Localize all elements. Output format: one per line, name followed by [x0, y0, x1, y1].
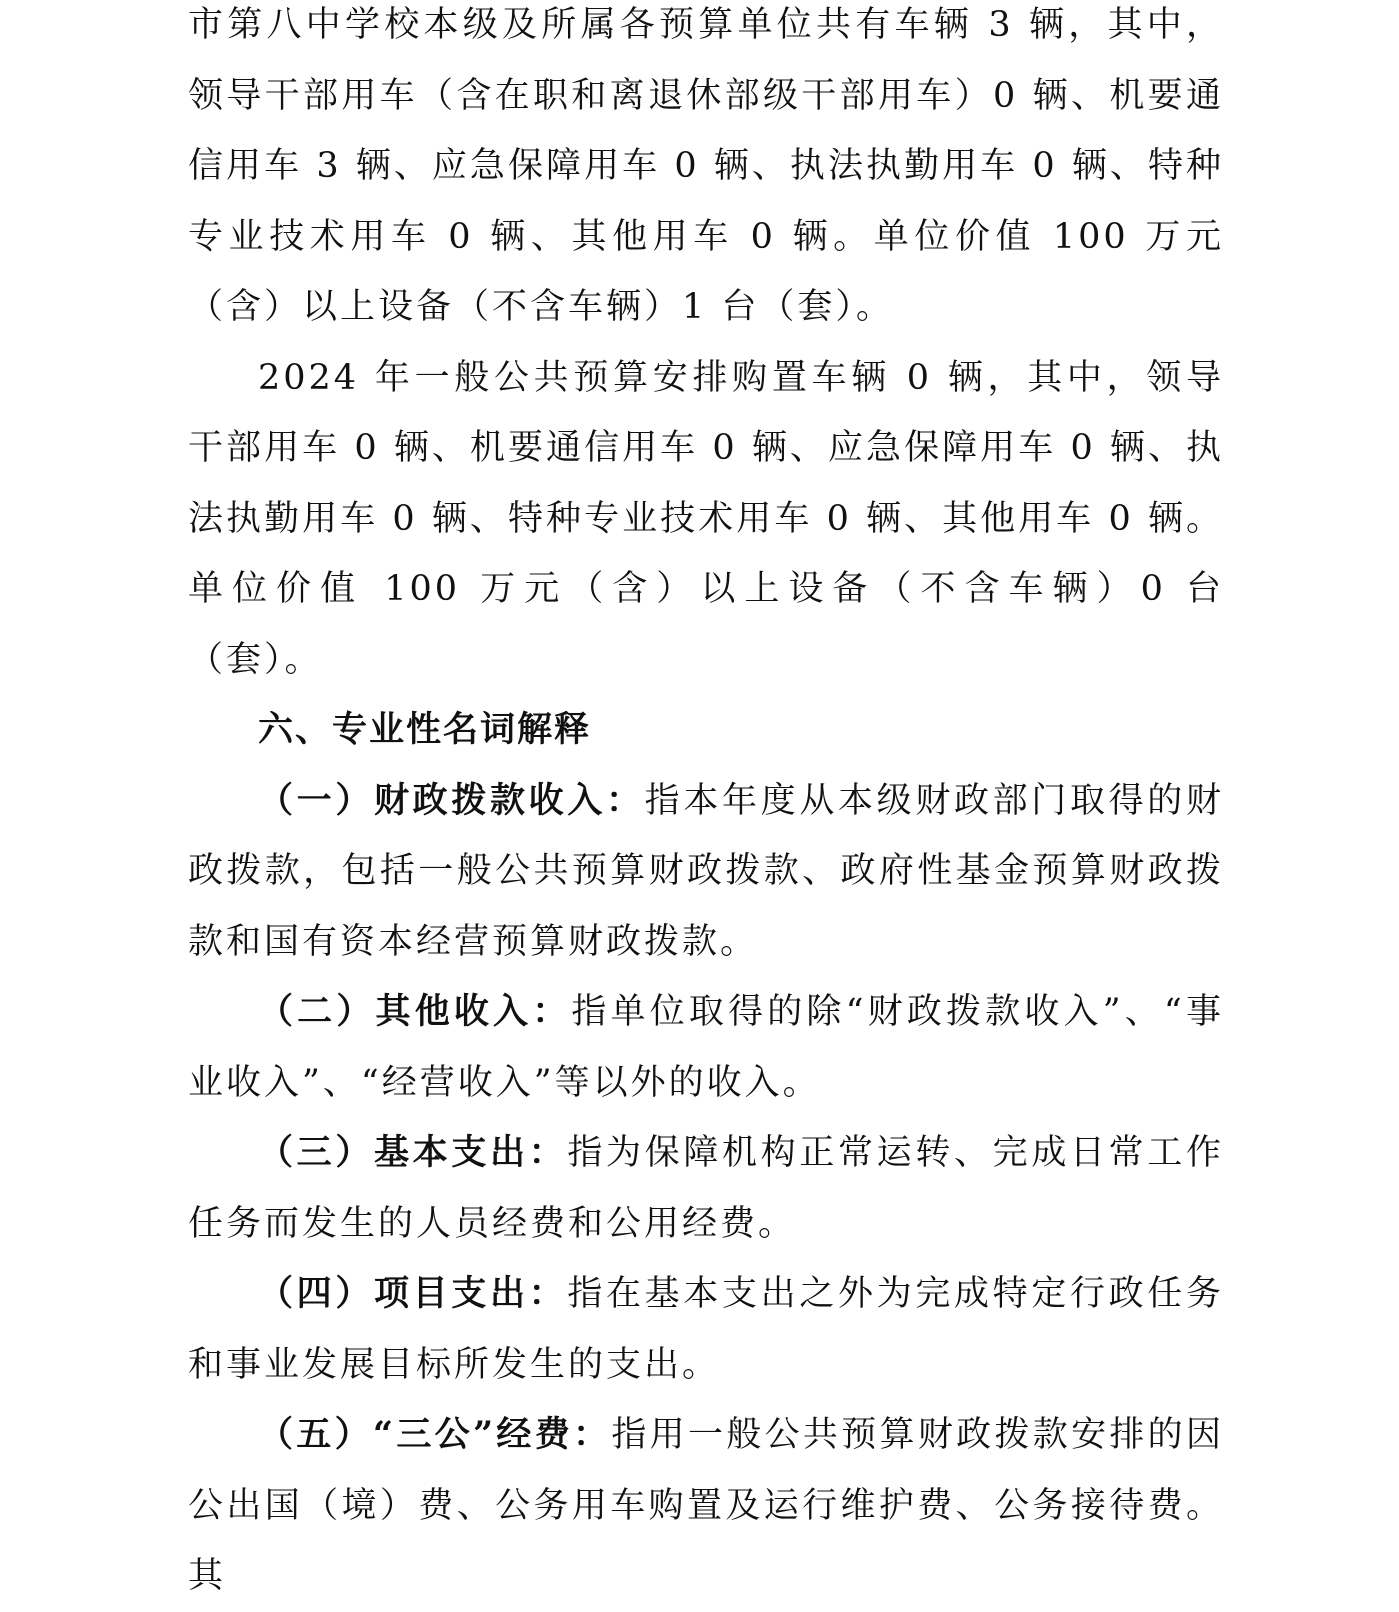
definition-paragraph — [188, 1259, 1224, 1400]
definition-term: （五）“三公”经费： — [258, 1414, 612, 1455]
definition-text: 指为保障机构正常运转、完成日常工作任务而发生的人员经费和公用经费。 — [188, 1133, 1224, 1244]
paragraph-vehicles-current: 市第八中学校本级及所属各预算单位共有车辆 3 辆，其中，领导干部用车（含在职和离退休部级干部用车）0 辆、机要通信用车 3 辆、应急保障用车 0 辆、执法执勤用车 0 辆、特种专业技术用车 0 辆、其他用车 0 辆。单位价值 100 万元（含）以上设备（不含车辆）1 台（套）。 — [188, 5, 1224, 327]
definition-text: 指用一般公共预算财政拨款安排的因公出国（境）费、公务用车购置及运行维护费、公务接待费。其 — [188, 1415, 1224, 1596]
definition-text: 指在基本支出之外为完成特定行政任务和事业发展目标所发生的支出。 — [188, 1274, 1224, 1385]
definition-paragraph — [188, 977, 1224, 1118]
definition-paragraph — [188, 1400, 1224, 1612]
definition-term: （一）财政拨款收入： — [258, 779, 645, 821]
definition-text: 指本年度从本级财政部门取得的财政拨款，包括一般公共预算财政拨款、政府性基金预算财政拨款和国有资本经营预算财政拨款。 — [188, 780, 1224, 962]
section-heading: 六、专业性名词解释 — [258, 710, 592, 750]
definition-text: 指单位取得的除“财政拨款收入”、“事业收入”、“经营收入”等以外的收入。 — [188, 992, 1224, 1103]
definition-paragraph — [188, 1118, 1224, 1259]
definition-paragraph — [188, 766, 1224, 978]
document-page — [188, 0, 1224, 1612]
paragraph-vehicles-2024: 2024 年一般公共预算安排购置车辆 0 辆，其中，领导干部用车 0 辆、机要通信用车 0 辆、应急保障用车 0 辆、执法执勤用车 0 辆、特种专业技术用车 0 辆、其他用车 0 辆。单位价值 100 万元（含）以上设备（不含车辆）0 台（套）。 — [188, 357, 1224, 680]
definition-term: （三）基本支出： — [258, 1132, 568, 1173]
definition-term: （二）其他收入： — [258, 991, 572, 1032]
definition-term: （四）项目支出： — [258, 1273, 568, 1314]
